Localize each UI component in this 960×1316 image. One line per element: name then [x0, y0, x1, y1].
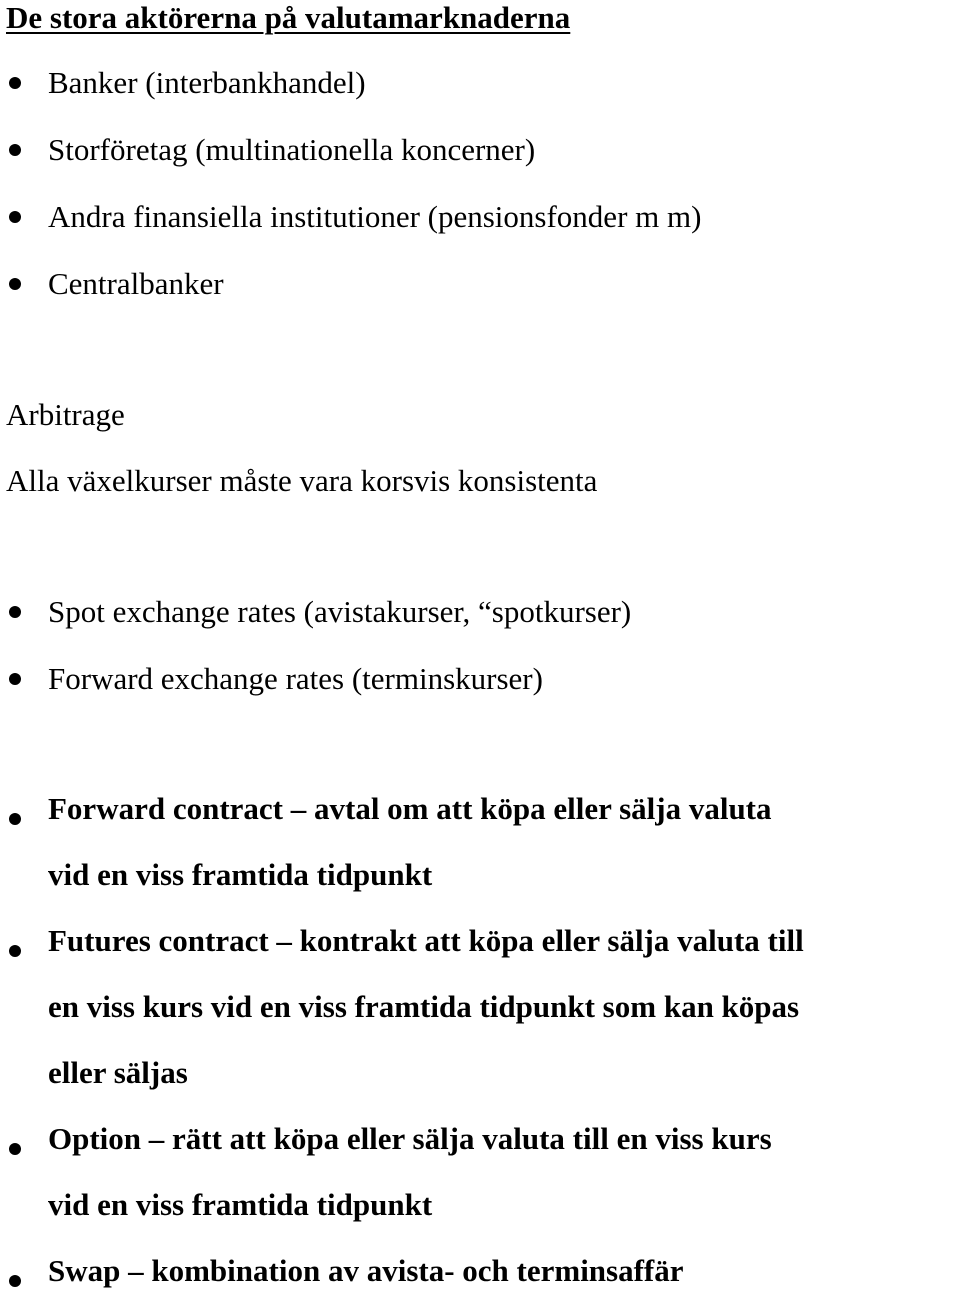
list-item-text: Swap – kombination av avista- och terminsaffär [48, 1253, 684, 1288]
bullet-icon [9, 673, 21, 685]
bullet-icon [9, 813, 21, 825]
list-item-text: vid en viss framtida tidpunkt [48, 1187, 433, 1222]
list-item [0, 62, 960, 129]
actors-list [0, 62, 960, 330]
bullet-icon [9, 1143, 21, 1155]
bullet-icon [9, 77, 21, 89]
contracts-list [0, 788, 960, 1316]
list-item-text: eller säljas [48, 1055, 188, 1090]
list-item [0, 1118, 960, 1250]
list-item [0, 263, 960, 330]
rates-list [0, 592, 960, 726]
list-item-text: Forward contract – avtal om att köpa eller sälja valuta [48, 791, 772, 826]
list-item-text: Storföretag (multinationella koncerner) [48, 132, 536, 167]
list-item-text: vid en viss framtida tidpunkt [48, 857, 433, 892]
list-item [0, 592, 960, 659]
list-item-text: Centralbanker [48, 266, 224, 301]
list-item-text: Option – rätt att köpa eller sälja valuta till en viss kurs [48, 1121, 772, 1156]
list-item-text: Banker (interbankhandel) [48, 65, 366, 100]
list-item [0, 129, 960, 196]
list-item [0, 788, 960, 920]
bullet-icon [9, 144, 21, 156]
bullet-icon [9, 1275, 21, 1287]
bullet-icon [9, 278, 21, 290]
list-item-text: Spot exchange rates (avistakurser, “spotkurser) [48, 594, 632, 629]
bullet-icon [9, 606, 21, 618]
list-item [0, 1250, 960, 1316]
list-item-text: Futures contract – kontrakt att köpa eller sälja valuta till [48, 923, 804, 958]
arbitrage-title: Arbitrage [6, 397, 125, 432]
list-item [0, 196, 960, 263]
arbitrage-description: Alla växelkurser måste vara korsvis konsistenta [6, 463, 598, 498]
bullet-icon [9, 211, 21, 223]
list-item-text: en viss kurs vid en viss framtida tidpunkt som kan köpas [48, 989, 800, 1024]
list-item [0, 659, 960, 726]
bullet-icon [9, 945, 21, 957]
list-item-text: Forward exchange rates (terminskurser) [48, 661, 543, 696]
list-item-text: Andra finansiella institutioner (pensionsfonder m m) [48, 199, 702, 234]
list-item [0, 920, 960, 1118]
page-heading: De stora aktörerna på valutamarknaderna [6, 0, 571, 35]
